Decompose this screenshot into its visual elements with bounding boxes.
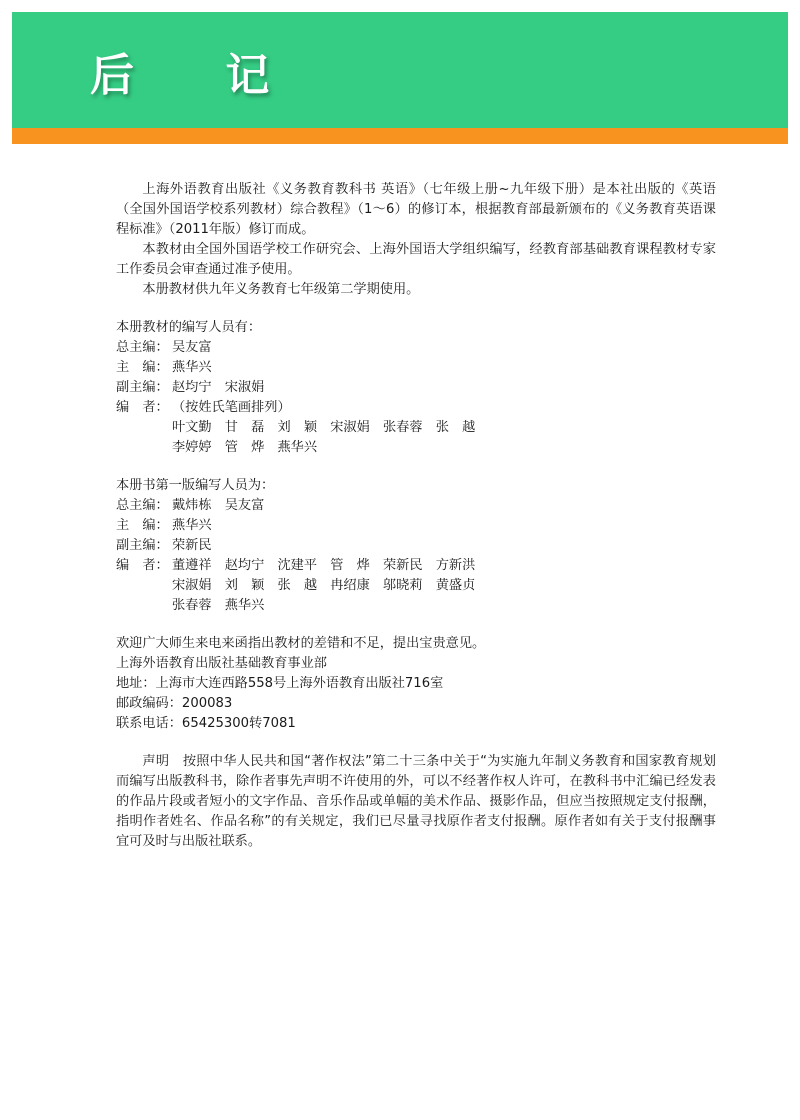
staff-row (116, 358, 716, 378)
staff-row (116, 516, 716, 536)
postcode: 邮政编码：200083 (116, 696, 233, 711)
staff-row (116, 556, 716, 576)
first-edition-staff-section (116, 476, 716, 616)
welcome-text: 欢迎广大师生来电来函指出教材的差错和不足，提出宝贵意见。 (116, 636, 486, 651)
header-stripe (12, 128, 788, 144)
department-name: 上海外语教育出版社基础教育事业部 (116, 656, 327, 671)
staff-row (116, 378, 716, 398)
writers-line: 宋淑娟 刘 颖 张 越 冉绍康 邬晓莉 黄盛贞 (172, 578, 476, 593)
writers-line: 董遵祥 赵均宁 沈建平 管 烨 荣新民 方新洪 (172, 558, 476, 573)
staff-row (116, 496, 716, 516)
role-label: 主 编： (116, 518, 169, 533)
contact-section (116, 634, 716, 734)
section-heading: 本册教材的编写人员有： (116, 320, 262, 335)
section-heading: 本册书第一版编写人员为： (116, 478, 275, 493)
intro-paragraph: 上海外语教育出版社《义务教育教科书 英语》（七年级上册~九年级下册）是本社出版的《英语（全国外国语学校系列教材）综合教程》（1～6）的修订本，根据教育部最新颁布的《义务教育英语课程标准》（2011年版）修订而成。 (116, 182, 716, 237)
writers-line: 李婷婷 管 烨 燕华兴 (172, 440, 318, 455)
content (116, 180, 716, 865)
current-staff-section (116, 318, 716, 458)
phone: 联系电话：65425300转7081 (116, 716, 296, 731)
writers-line: 叶文勤 甘 磊 刘 颖 宋淑娟 张春蓉 张 越 (172, 420, 476, 435)
staff-row (116, 338, 716, 358)
staff-names: 赵均宁 宋淑娟 (172, 380, 265, 395)
staff-names: 吴友富 (172, 340, 212, 355)
role-label: 总主编： (116, 340, 169, 355)
role-label: 主 编： (116, 360, 169, 375)
staff-names: 燕华兴 (172, 518, 212, 533)
address: 地址：上海市大连西路558号上海外语教育出版社716室 (116, 676, 444, 691)
role-label: 编 者： (116, 558, 169, 573)
staff-row (116, 398, 716, 418)
page-title: 后 记 (90, 50, 308, 101)
writers-line: 张春蓉 燕华兴 (172, 598, 265, 613)
role-label: 总主编： (116, 498, 169, 513)
role-label: 编 者： (116, 400, 169, 415)
writers-note: （按姓氏笔画排列） (172, 400, 291, 415)
staff-row (116, 536, 716, 556)
intro-paragraph: 本教材由全国外国语学校工作研究会、上海外国语大学组织编写，经教育部基础教育课程教材专家工作委员会审查通过准予使用。 (116, 242, 716, 277)
staff-names: 荣新民 (172, 538, 212, 553)
staff-names: 燕华兴 (172, 360, 212, 375)
role-label: 副主编： (116, 538, 169, 553)
role-label: 副主编： (116, 380, 169, 395)
intro-paragraph: 本册教材供九年义务教育七年级第二学期使用。 (142, 282, 420, 297)
staff-names: 戴炜栋 吴友富 (172, 498, 265, 513)
copyright-declaration: 声明 按照中华人民共和国“著作权法”第二十三条中关于“为实施九年制义务教育和国家教育规划而编写出版教科书，除作者事先声明不许使用的外，可以不经著作权人许可，在教科书中汇编已经发表的作品片段或者短小的文字作品、音乐作品或单幅的美术作品、摄影作品，但应当按照规定支付报酬，指明作者姓名、作品名称”的有关规定，我们已尽量寻找原作者支付报酬。原作者如有关于支付报酬事宜可及时与出版社联系。 (116, 754, 716, 849)
